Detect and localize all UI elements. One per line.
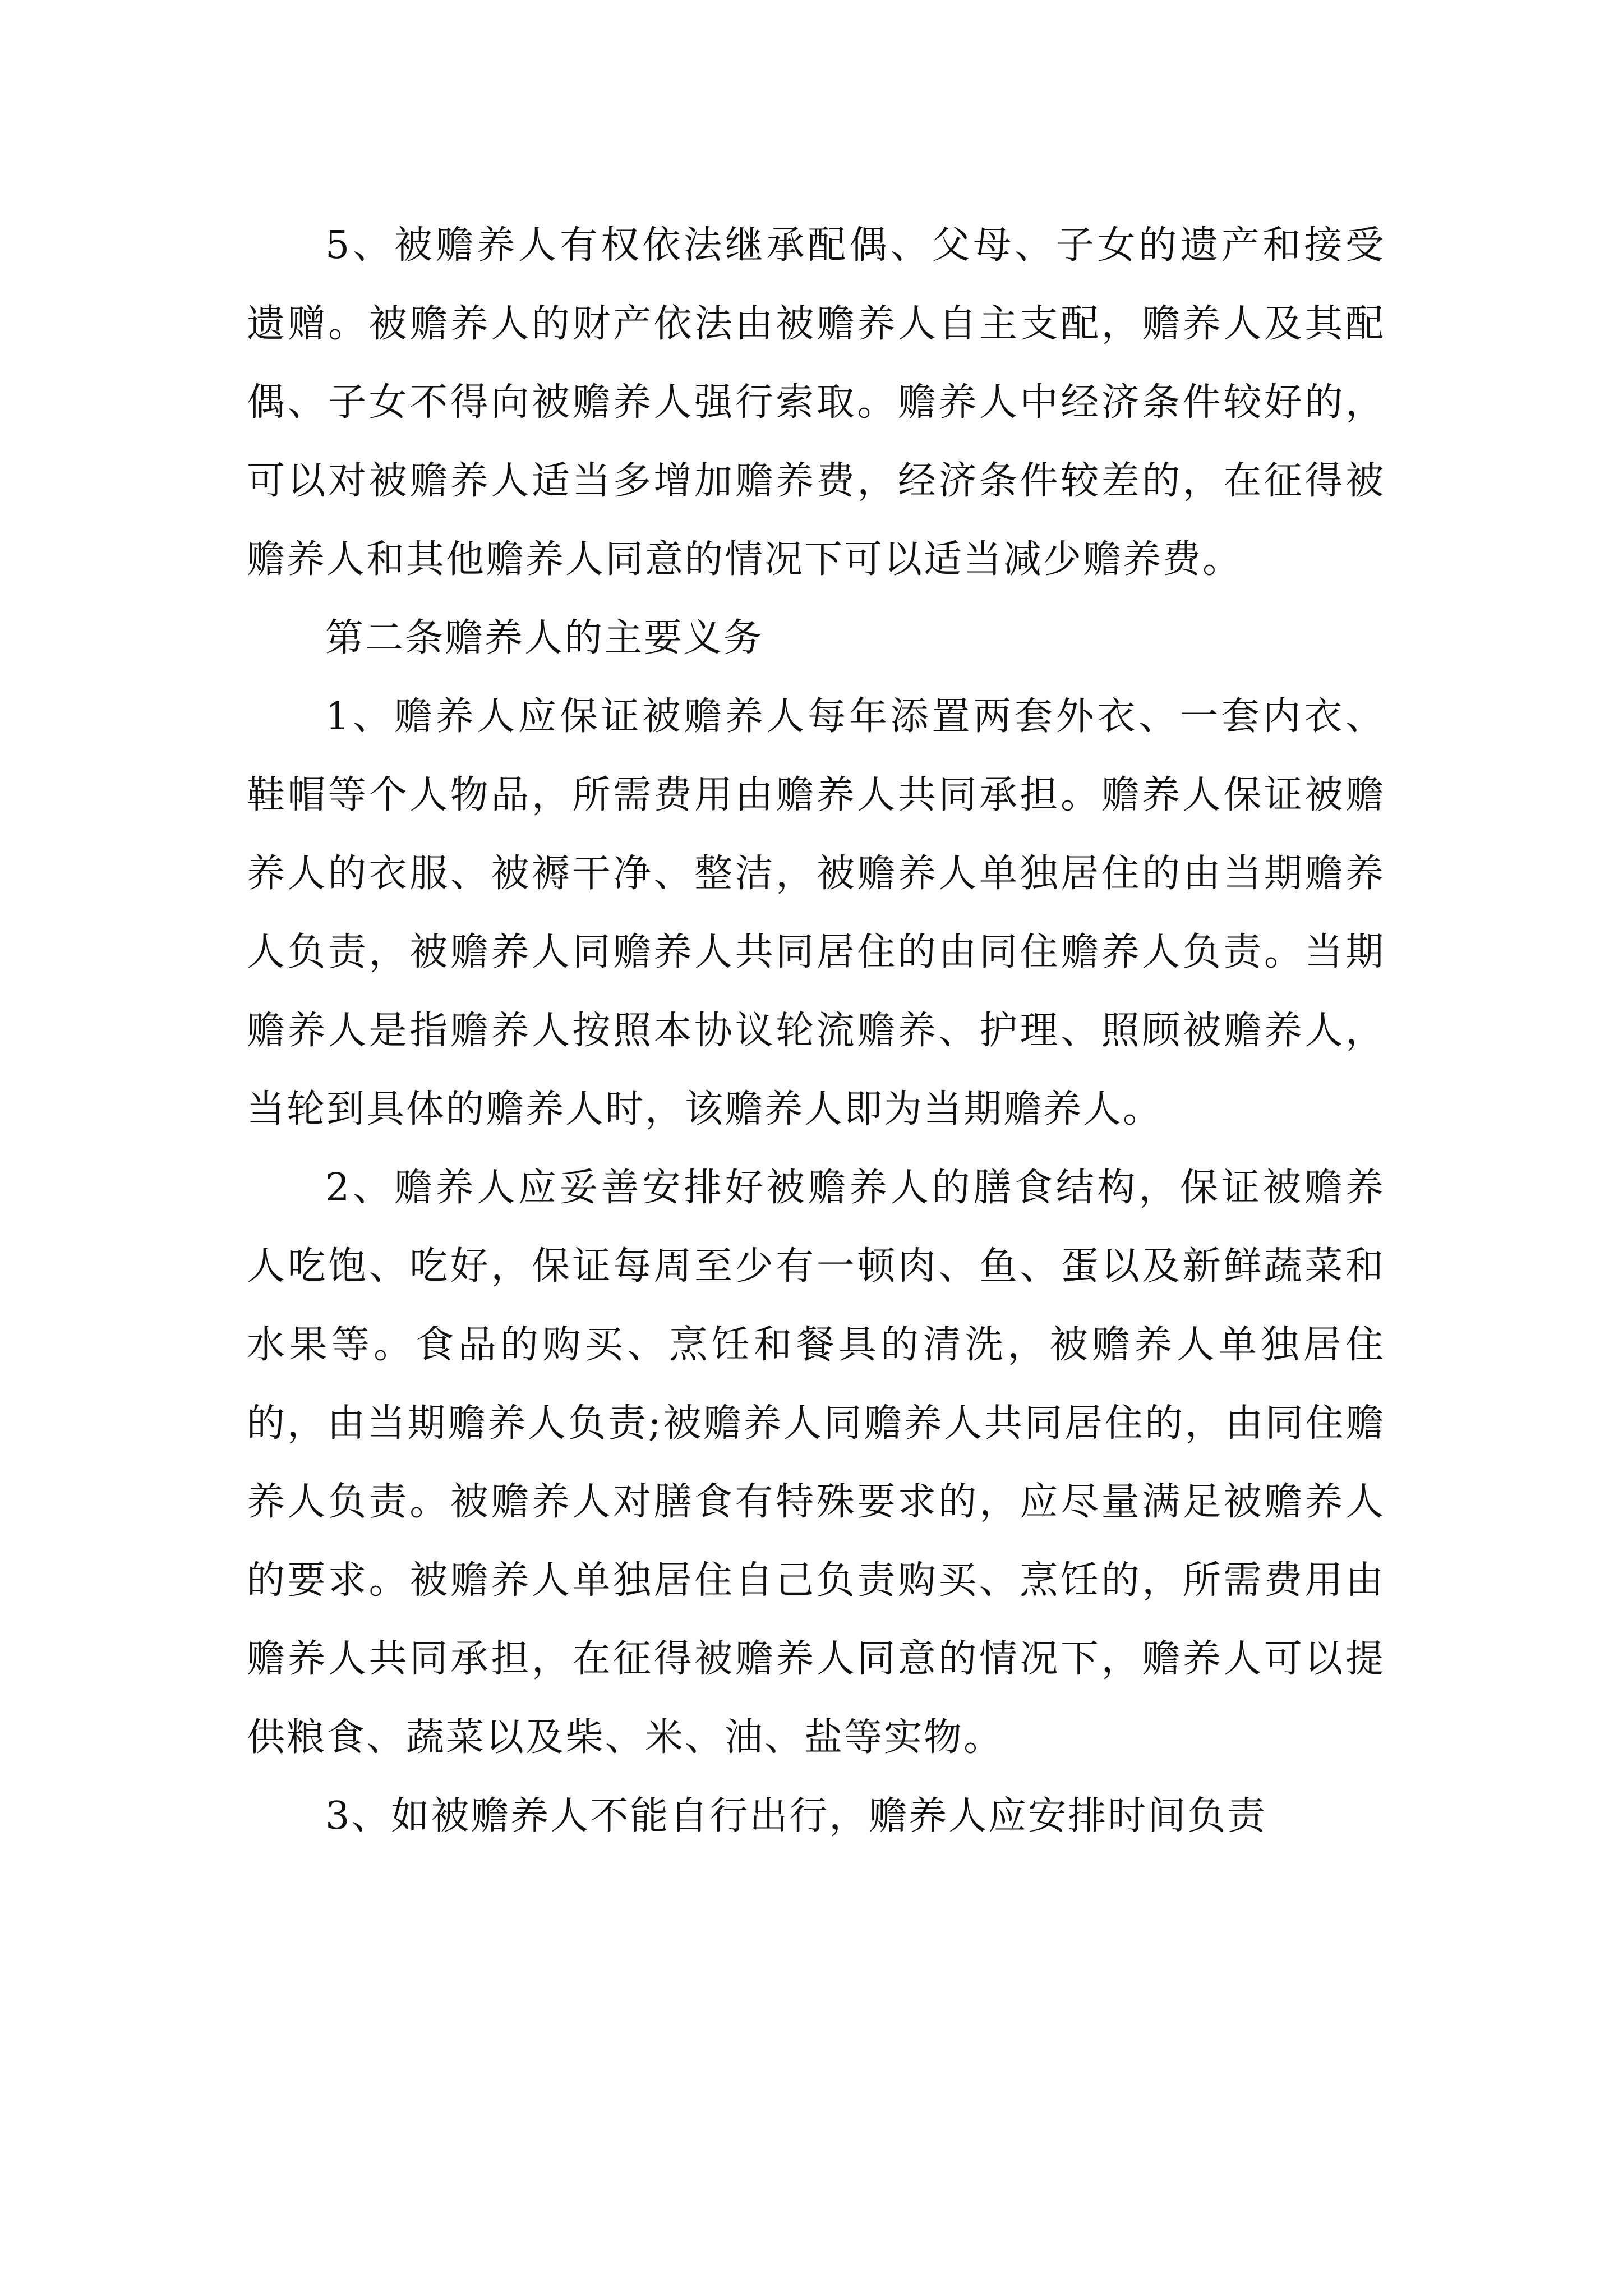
document-body — [247, 206, 1385, 1856]
paragraph-travel-duty: 3、如被赡养人不能自行出行，赡养人应安排时间负责 — [325, 1794, 1267, 1838]
article-heading: 第二条赡养人的主要义务 — [325, 616, 764, 660]
paragraph-meal-duty: 2、赡养人应妥善安排好被赡养人的膳食结构，保证被赡养人吃饱、吃好，保证每周至少有一顿肉、鱼、蛋以及新鲜蔬菜和水果等。食品的购买、烹饪和餐具的清洗，被赡养人单独居住的，由当期赡养人负责;被赡养人同赡养人共同居住的，由同住赡养人负责。被赡养人对膳食有特殊要求的，应尽量满足被赡养人的要求。被赡养人单独居住自己负责购买、烹饪的，所需费用由赡养人共同承担，在征得被赡养人同意的情况下，赡养人可以提供粮食、蔬菜以及柴、米、油、盐等实物。 — [247, 1166, 1385, 1760]
paragraph-inheritance-rights: 5、被赡养人有权依法继承配偶、父母、子女的遗产和接受遗赠。被赡养人的财产依法由被赡养人自主支配，赡养人及其配偶、子女不得向被赡养人强行索取。赡养人中经济条件较好的，可以对被赡养人适当多增加赡养费，经济条件较差的，在征得被赡养人和其他赡养人同意的情况下可以适当减少赡养费。 — [247, 223, 1385, 582]
paragraph-clothing-duty: 1、赡养人应保证被赡养人每年添置两套外衣、一套内衣、鞋帽等个人物品，所需费用由赡养人共同承担。赡养人保证被赡养人的衣服、被褥干净、整洁，被赡养人单独居住的由当期赡养人负责，被赡养人同赡养人共同居住的由同住赡养人负责。当期赡养人是指赡养人按照本协议轮流赡养、护理、照顾被赡养人，当轮到具体的赡养人时，该赡养人即为当期赡养人。 — [247, 694, 1385, 1131]
